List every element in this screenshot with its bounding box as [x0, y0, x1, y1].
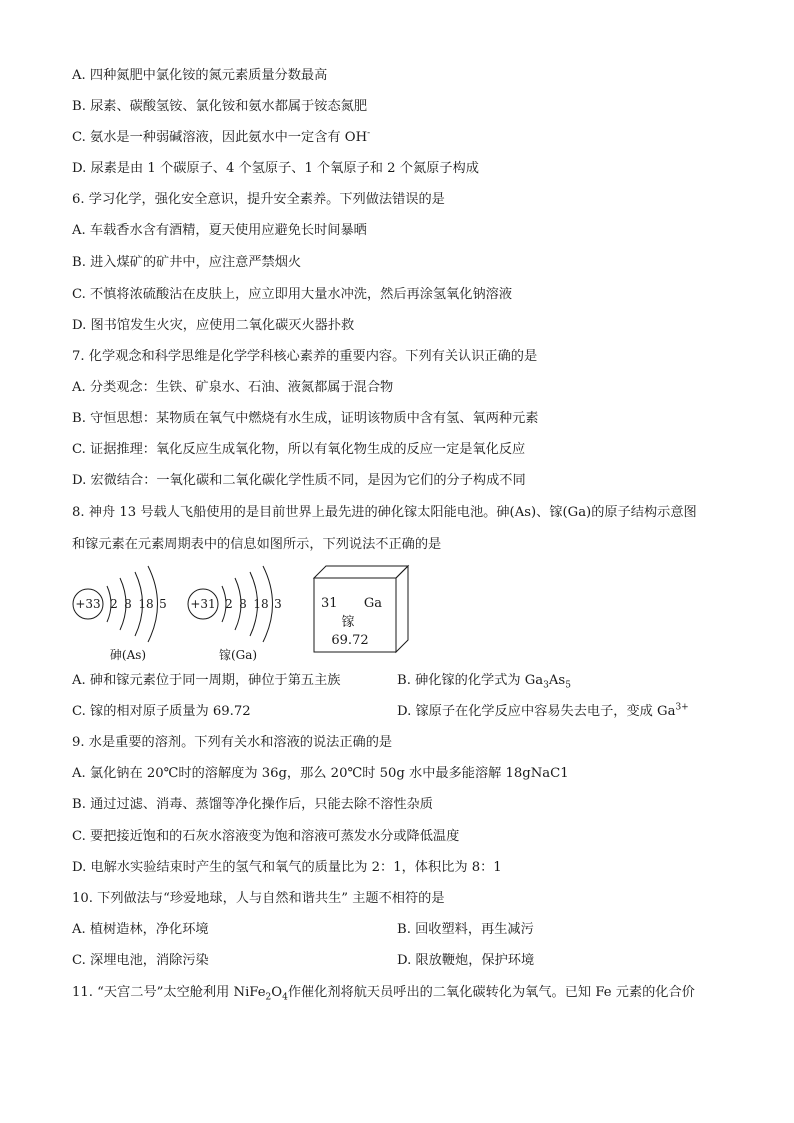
q5-option-c-superscript: -	[367, 128, 371, 139]
q5-option-c-text: C. 氨水是一种弱碱溶液，因此氨水中一定含有 OH	[72, 130, 368, 145]
cell-box-top	[314, 566, 408, 578]
q5-option-c	[72, 129, 370, 147]
q11-stem	[72, 984, 695, 1002]
q11-stem-rest: 作催化剂将航天员呼出的二氧化碳转化为氧气。已知 Fe 元素的化合价	[287, 985, 695, 1000]
q5-option-a: A. 四种氮肥中氯化铵的氮元素质量分数最高	[72, 68, 328, 83]
q8-option-d-text: D. 镓原子在化学反应中容易失去电子，变成 Ga	[397, 704, 676, 719]
q8-option-b-text: B. 砷化镓的化学式为 Ga	[397, 673, 544, 688]
atomic-structure-diagram	[70, 562, 420, 664]
cell-element-name: 镓	[341, 615, 355, 630]
q9-option-c: C. 要把接近饱和的石灰水溶液变为饱和溶液可蒸发水分或降低温度	[72, 829, 460, 844]
q8-option-b-mid: As	[548, 673, 566, 688]
q7-stem: 7. 化学观念和科学思维是化学学科核心素养的重要内容。下列有关认识正确的是	[72, 349, 538, 364]
q10-option-c: C. 深埋电池，消除污染	[72, 953, 209, 968]
q8-option-b	[397, 672, 571, 690]
q6-option-c: C. 不慎将浓硫酸沾在皮肤上，应立即用大量水冲洗，然后再涂氢氧化钠溶液	[72, 287, 513, 302]
ga-label: 镓(Ga)	[218, 648, 258, 662]
as-nucleus-charge: +33	[75, 597, 101, 611]
cell-atomic-mass: 69.72	[331, 633, 369, 648]
q9-option-a: A. 氯化钠在 20℃时的溶解度为 36g，那么 20℃时 50g 水中最多能溶解 18gNaC1	[72, 766, 569, 781]
ga-shell-3-count: 18	[253, 597, 269, 611]
ga-shell-4-count: 3	[274, 597, 282, 611]
q11-sub2: 4	[282, 992, 288, 1003]
as-shell-2-count: 8	[124, 597, 132, 611]
q7-option-b: B. 守恒思想：某物质在氧气中燃烧有水生成，证明该物质中含有氢、氧两种元素	[72, 411, 539, 426]
q11-sub1: 2	[265, 992, 272, 1003]
q5-option-d: D. 尿素是由 1 个碳原子、4 个氢原子、1 个氧原子和 2 个氮原子构成	[72, 161, 479, 176]
q8-option-d-superscript: 3+	[675, 702, 689, 713]
ga-shell-1-count: 2	[225, 597, 233, 611]
q10-option-a: A. 植树造林，净化环境	[72, 922, 209, 937]
q8-stem-line2: 和镓元素在元素周期表中的信息如图所示，下列说法不正确的是	[72, 537, 442, 552]
q8-option-d	[397, 703, 689, 721]
cell-atomic-number: 31	[321, 596, 338, 611]
ga-shell-2-count: 8	[239, 597, 247, 611]
q8-option-a: A. 砷和镓元素位于同一周期，砷位于第五主族	[72, 673, 341, 688]
q10-option-b: B. 回收塑料，再生减污	[397, 922, 534, 937]
q7-option-c: C. 证据推理：氧化反应生成氧化物，所以有氧化物生成的反应一定是氧化反应	[72, 442, 526, 457]
q8-stem-line1: 8. 神舟 13 号载人飞船使用的是目前世界上最先进的砷化镓太阳能电池。砷(As)、镓(Ga)的原子结构示意图	[72, 505, 697, 520]
as-label: 砷(As)	[109, 648, 147, 662]
q11-mid: O	[271, 985, 283, 1000]
q6-option-b: B. 进入煤矿的矿井中，应注意严禁烟火	[72, 255, 302, 270]
q8-option-b-sub1: 3	[543, 680, 549, 691]
q8-option-b-sub2: 5	[565, 680, 571, 691]
q6-option-d: D. 图书馆发生火灾，应使用二氧化碳灭火器扑救	[72, 318, 355, 333]
q9-stem: 9. 水是重要的溶剂。下列有关水和溶液的说法正确的是	[72, 735, 393, 750]
cell-element-symbol: Ga	[363, 596, 383, 611]
q9-option-d: D. 电解水实验结束时产生的氢气和氧气的质量比为 2：1，体积比为 8：1	[72, 860, 502, 875]
as-shell-1-count: 2	[110, 597, 118, 611]
ga-nucleus-charge: +31	[190, 597, 216, 611]
q8-option-c: C. 镓的相对原子质量为 69.72	[72, 704, 251, 719]
q7-option-d: D. 宏微结合：一氧化碳和二氧化碳化学性质不同，是因为它们的分子构成不同	[72, 473, 526, 488]
q9-option-b: B. 通过过滤、消毒、蒸馏等净化操作后，只能去除不溶性杂质	[72, 797, 433, 812]
as-shell-4-count: 5	[159, 597, 167, 611]
q6-stem: 6. 学习化学，强化安全意识，提升安全素养。下列做法错误的是	[72, 192, 445, 207]
cell-box-side	[396, 566, 408, 652]
as-shell-3-count: 18	[138, 597, 154, 611]
q11-stem-text: 11. “天宫二号”太空舱利用 NiFe	[72, 985, 266, 1000]
q6-option-a: A. 车载香水含有酒精，夏天使用应避免长时间暴晒	[72, 223, 367, 238]
q10-option-d: D. 限放鞭炮，保护环境	[397, 953, 535, 968]
q5-option-b: B. 尿素、碳酸氢铵、氯化铵和氨水都属于铵态氮肥	[72, 99, 368, 114]
q7-option-a: A. 分类观念：生铁、矿泉水、石油、液氮都属于混合物	[72, 380, 394, 395]
q10-stem: 10. 下列做法与“珍爱地球，人与自然和谐共生” 主题不相符的是	[72, 891, 445, 906]
